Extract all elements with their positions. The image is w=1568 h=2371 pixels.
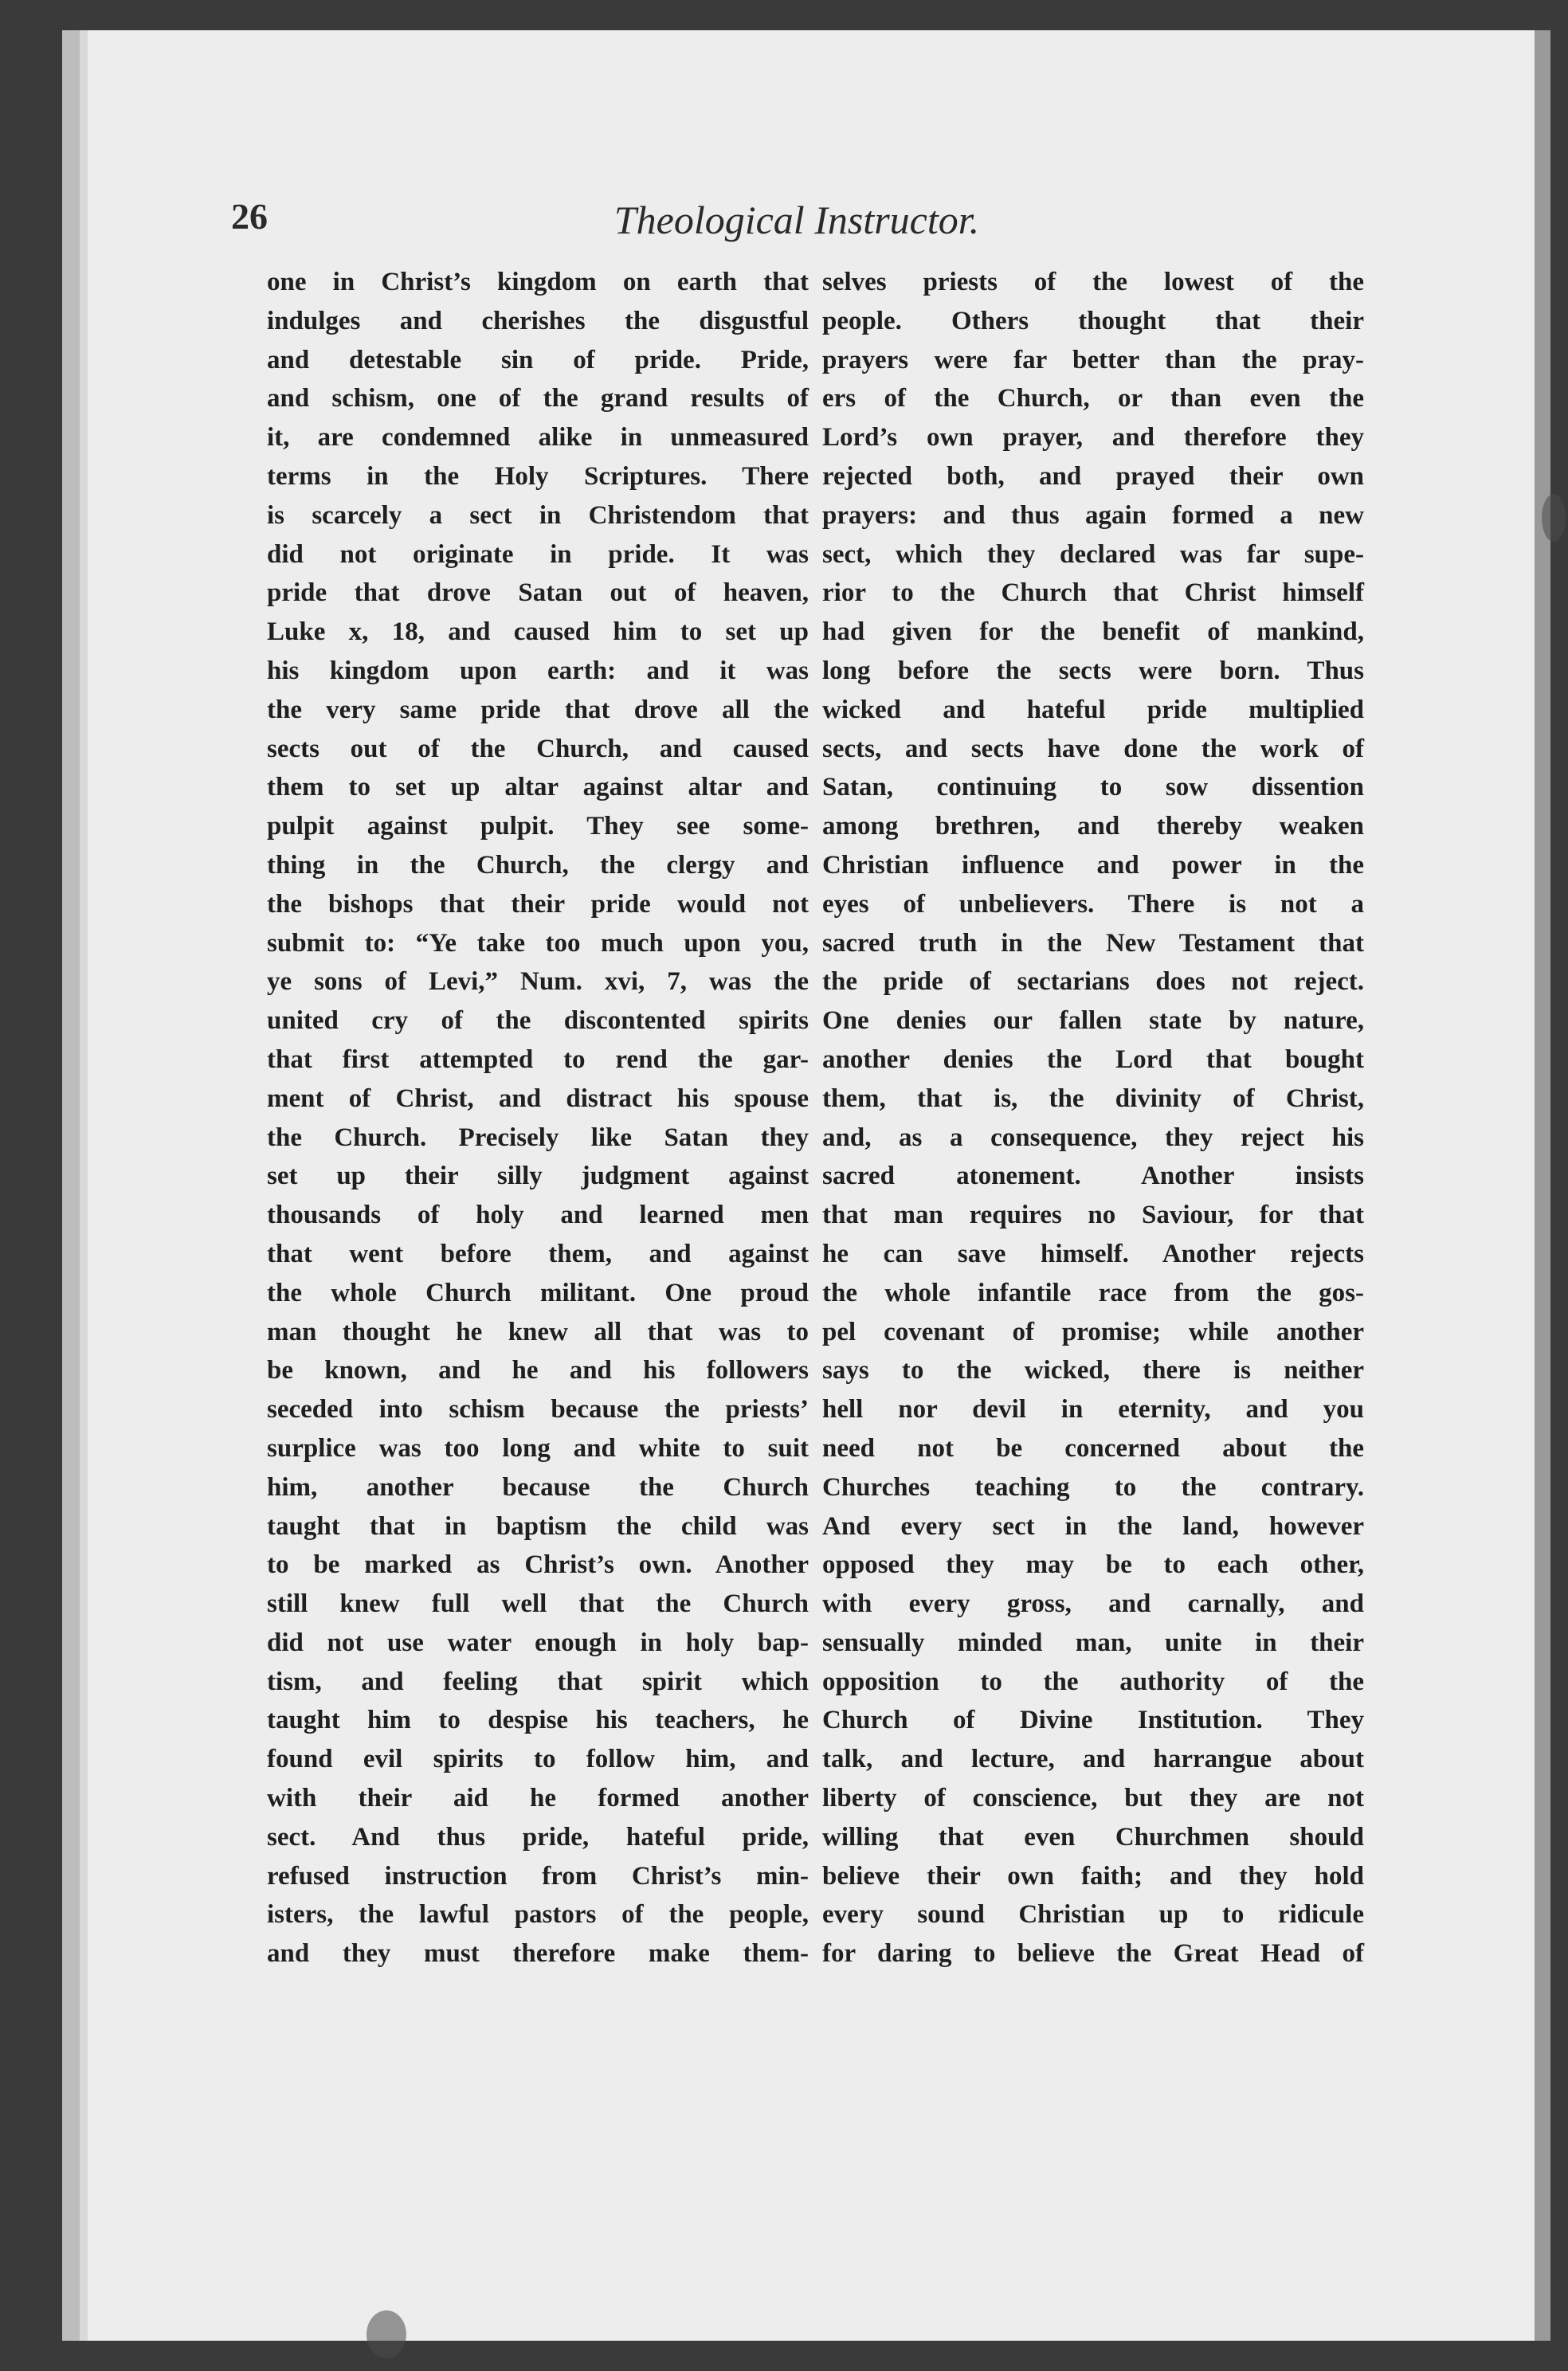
text-line: sacred truth in the New Testament that bbox=[822, 928, 1364, 958]
text-line: sect. And thus pride, hateful pride, bbox=[267, 1822, 809, 1852]
text-line: the very same pride that drove all the bbox=[267, 695, 809, 724]
text-line: says to the wicked, there is neither bbox=[822, 1356, 1364, 1385]
text-line: prayers were far better than the pray- bbox=[822, 345, 1364, 374]
text-line: be known, and he and his followers bbox=[267, 1356, 809, 1385]
text-line: and detestable sin of pride. Pride, bbox=[267, 345, 809, 374]
text-line: still knew full well that the Church bbox=[267, 1589, 809, 1619]
text-line: talk, and lecture, and harrangue about bbox=[822, 1745, 1364, 1774]
text-line: the Church. Precisely like Satan they bbox=[267, 1123, 809, 1152]
text-line: thousands of holy and learned men bbox=[267, 1201, 809, 1230]
text-line: with their aid he formed another bbox=[267, 1784, 809, 1813]
text-line: pulpit against pulpit. They see some- bbox=[267, 812, 809, 841]
text-line: rejected both, and prayed their own bbox=[822, 461, 1364, 491]
page-edge bbox=[80, 30, 88, 2341]
text-line: him, another because the Church bbox=[267, 1472, 809, 1502]
text-line: sects out of the Church, and caused bbox=[267, 734, 809, 763]
page-number: 26 bbox=[231, 196, 268, 237]
text-line: submit to: “Ye take too much upon you, bbox=[267, 928, 809, 958]
text-line: another denies the Lord that bought bbox=[822, 1044, 1364, 1074]
text-line: had given for the benefit of mankind, bbox=[822, 617, 1364, 647]
text-line: thing in the Church, the clergy and bbox=[267, 850, 809, 880]
text-line: the whole Church militant. One proud bbox=[267, 1278, 809, 1307]
text-line: indulges and cherishes the disgustful bbox=[267, 306, 809, 335]
text-line: Luke x, 18, and caused him to set up bbox=[267, 617, 809, 647]
text-line: refused instruction from Christ’s min- bbox=[267, 1861, 809, 1891]
text-line: them, that is, the divinity of Christ, bbox=[822, 1084, 1364, 1113]
text-line: tism, and feeling that spirit which bbox=[267, 1667, 809, 1696]
text-line: opposition to the authority of the bbox=[822, 1667, 1364, 1696]
text-line: pride that drove Satan out of heaven, bbox=[267, 578, 809, 608]
text-line: did not originate in pride. It was bbox=[267, 539, 809, 569]
text-line: liberty of conscience, but they are not bbox=[822, 1784, 1364, 1813]
left-column bbox=[267, 263, 809, 1973]
text-line: man thought he knew all that was to bbox=[267, 1317, 809, 1346]
text-line: and schism, one of the grand results of bbox=[267, 384, 809, 413]
text-line: need not be concerned about the bbox=[822, 1433, 1364, 1463]
text-line: long before the sects were born. Thus bbox=[822, 656, 1364, 685]
text-columns bbox=[247, 263, 1362, 2095]
text-line: it, are condemned alike in unmeasured bbox=[267, 423, 809, 453]
text-line: is scarcely a sect in Christendom that bbox=[267, 500, 809, 530]
ink-smudge bbox=[367, 2310, 406, 2358]
text-line: rior to the Church that Christ himself bbox=[822, 578, 1364, 608]
text-line: surplice was too long and white to suit bbox=[267, 1433, 809, 1463]
text-line: seceded into schism because the priests’ bbox=[267, 1395, 809, 1425]
text-line: And every sect in the land, however bbox=[822, 1511, 1364, 1541]
text-line: the pride of sectarians does not reject. bbox=[822, 967, 1364, 997]
text-line: with every gross, and carnally, and bbox=[822, 1589, 1364, 1619]
text-line: did not use water enough in holy bap- bbox=[267, 1628, 809, 1657]
text-line: Lord’s own prayer, and therefore they bbox=[822, 423, 1364, 453]
running-title: Theological Instructor. bbox=[613, 198, 980, 242]
text-line: them to set up altar against altar and bbox=[267, 773, 809, 802]
text-line: Church of Divine Institution. They bbox=[822, 1706, 1364, 1735]
text-line: to be marked as Christ’s own. Another bbox=[267, 1550, 809, 1580]
text-line: that first attempted to rend the gar- bbox=[267, 1044, 809, 1074]
text-line: and they must therefore make them- bbox=[267, 1939, 809, 1969]
page-header bbox=[231, 163, 1362, 243]
text-line: people. Others thought that their bbox=[822, 306, 1364, 335]
text-line: prayers: and thus again formed a new bbox=[822, 500, 1364, 530]
text-line: every sound Christian up to ridicule bbox=[822, 1900, 1364, 1930]
text-line: ye sons of Levi,” Num. xvi, 7, was the bbox=[267, 967, 809, 997]
text-line: sect, which they declared was far supe- bbox=[822, 539, 1364, 569]
text-line: eyes of unbelievers. There is not a bbox=[822, 889, 1364, 919]
text-line: selves priests of the lowest of the bbox=[822, 268, 1364, 296]
text-line: ment of Christ, and distract his spouse bbox=[267, 1084, 809, 1113]
text-line: taught that in baptism the child was bbox=[267, 1511, 809, 1541]
text-line: opposed they may be to each other, bbox=[822, 1550, 1364, 1580]
text-line: that went before them, and against bbox=[267, 1239, 809, 1268]
text-line: wicked and hateful pride multiplied bbox=[822, 695, 1364, 724]
text-line: for daring to believe the Great Head of bbox=[822, 1939, 1364, 1969]
text-line: and, as a consequence, they reject his bbox=[822, 1123, 1364, 1152]
text-line: isters, the lawful pastors of the people, bbox=[267, 1900, 809, 1930]
text-line: found evil spirits to follow him, and bbox=[267, 1745, 809, 1774]
ink-smudge bbox=[1542, 494, 1566, 542]
right-column bbox=[822, 263, 1364, 1973]
text-line: the whole infantile race from the gos- bbox=[822, 1278, 1364, 1307]
text-line: among brethren, and thereby weaken bbox=[822, 812, 1364, 841]
text-line: sensually minded man, unite in their bbox=[822, 1628, 1364, 1657]
text-line: he can save himself. Another rejects bbox=[822, 1239, 1364, 1268]
text-line: united cry of the discontented spirits bbox=[267, 1006, 809, 1036]
text-line: Churches teaching to the contrary. bbox=[822, 1472, 1364, 1502]
text-line: the bishops that their pride would not bbox=[267, 889, 809, 919]
text-line: that man requires no Saviour, for that bbox=[822, 1201, 1364, 1230]
text-line: willing that even Churchmen should bbox=[822, 1822, 1364, 1852]
text-line: his kingdom upon earth: and it was bbox=[267, 656, 809, 685]
text-line: One denies our fallen state by nature, bbox=[822, 1006, 1364, 1036]
text-line: believe their own faith; and they hold bbox=[822, 1861, 1364, 1891]
text-line: sects, and sects have done the work of bbox=[822, 734, 1364, 763]
text-line: terms in the Holy Scriptures. There bbox=[267, 461, 809, 491]
text-line: hell nor devil in eternity, and you bbox=[822, 1395, 1364, 1425]
text-line: one in Christ’s kingdom on earth that bbox=[267, 268, 809, 296]
text-line: ers of the Church, or than even the bbox=[822, 384, 1364, 413]
text-line: taught him to despise his teachers, he bbox=[267, 1706, 809, 1735]
text-line: pel covenant of promise; while another bbox=[822, 1317, 1364, 1346]
text-line: set up their silly judgment against bbox=[267, 1162, 809, 1191]
text-line: sacred atonement. Another insists bbox=[822, 1162, 1364, 1191]
text-line: Christian influence and power in the bbox=[822, 850, 1364, 880]
text-line: Satan, continuing to sow dissention bbox=[822, 773, 1364, 802]
